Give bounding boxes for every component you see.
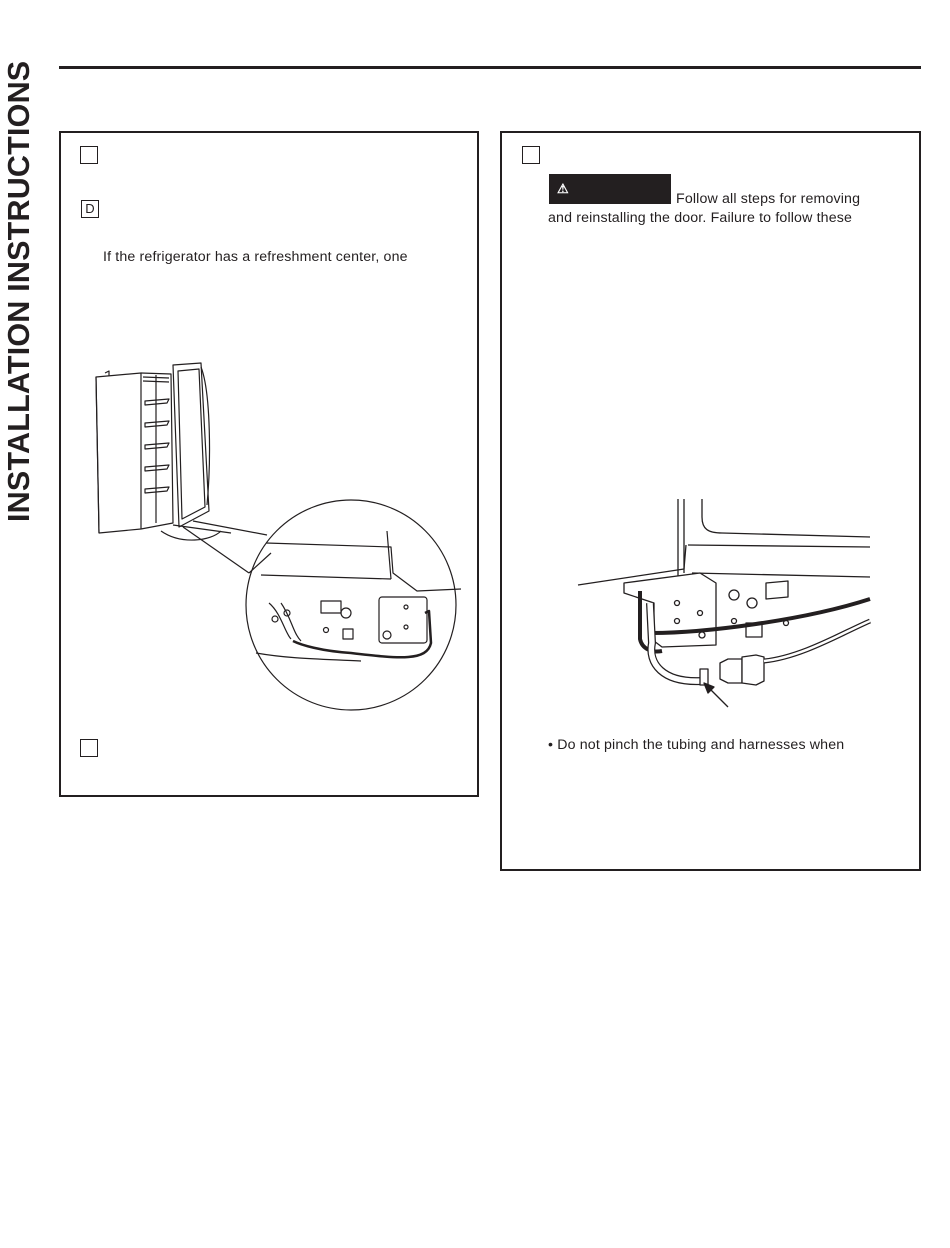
left-panel [59, 131, 479, 797]
top-rule [59, 66, 921, 69]
warning-icon: ⚠ [557, 181, 569, 196]
hinge-tubing-illustration [502, 133, 923, 873]
warning-text-line2: and reinstalling the door. Failure to follow these [548, 210, 853, 226]
bullet-text: • Do not pinch the tubing and harnesses when [548, 737, 845, 753]
refrigerator-illustration [61, 133, 481, 799]
right-panel [500, 131, 921, 871]
warning-text-line1: Follow all steps for removing [676, 191, 861, 207]
step-d-label: D [81, 200, 99, 218]
side-title: INSTALLATION INSTRUCTIONS [2, 60, 36, 522]
refreshment-center-text: If the refrigerator has a refreshment center, one [103, 249, 408, 265]
